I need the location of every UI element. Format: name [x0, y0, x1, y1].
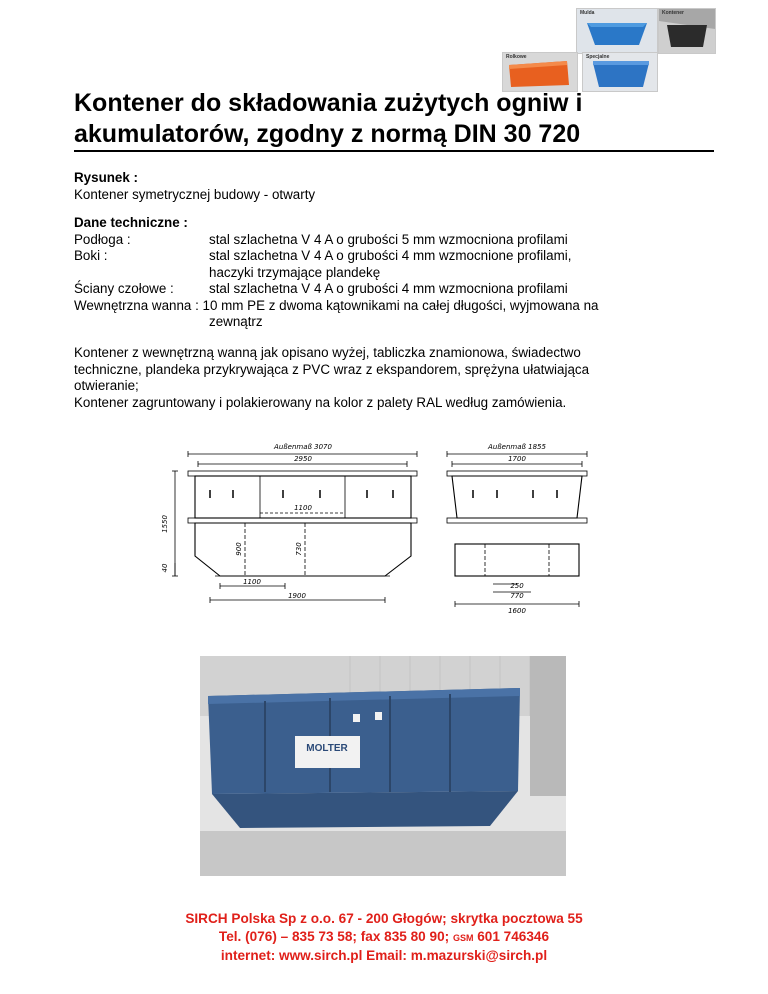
thumb-mulda [576, 8, 658, 54]
page-title [74, 88, 714, 150]
description-line: Kontener z wewnętrzną wanną jak opisano wyżej, tabliczka znamionowa, świadectwo [74, 345, 581, 360]
spec-value: stal szlachetna V 4 A o grubości 4 mm wzmocniona profilami [209, 281, 568, 296]
spec-row-sides-cont [74, 265, 714, 282]
title-line-2: akumulatorów, zgodny z normą DIN 30 720 [74, 120, 581, 148]
technical-drawing [155, 438, 595, 616]
drawing-labels [161, 443, 547, 615]
dim-front-inner: 2950 [294, 455, 312, 463]
description-line: Kontener zagruntowany i polakierowany na kolor z palety RAL według zamówienia. [74, 394, 567, 410]
spec-row-floor [74, 232, 714, 249]
thumb-caption: Mulda [580, 10, 595, 16]
description-line: otwieranie; [74, 378, 139, 393]
spec-label: Podłoga : [74, 231, 131, 247]
thumb-caption: Kontener [662, 10, 684, 16]
dim-height-lower: 900 [235, 542, 243, 556]
dim-base-1900: 1900 [288, 592, 306, 600]
spec-value: stal szlachetna V 4 A o grubości 4 mm wzmocnione profilami, [209, 248, 572, 263]
dim-base-1100: 1100 [243, 578, 261, 586]
thumb-caption: Rolkowe [506, 54, 527, 60]
drawing-section [74, 170, 714, 203]
sign-brand-text: MOLTER [306, 743, 348, 754]
title-line-1: Kontener do składowania zużytych ogniw i [74, 89, 583, 117]
drawing-heading: Rysunek : [74, 170, 138, 185]
dim-height-total: 1550 [161, 515, 169, 533]
spec-label: Ściany czołowe : [74, 281, 174, 296]
spec-row-front-walls [74, 281, 714, 298]
dim-height-inner: 730 [295, 542, 303, 556]
spec-label: Wewnętrzna wanna : [74, 297, 199, 313]
spec-row-inner-tub-cont [74, 314, 714, 331]
thumb-caption: Specjalne [586, 54, 610, 60]
spec-row-sides [74, 248, 714, 265]
thumb-kontener [658, 8, 716, 54]
dim-front-mid: 1100 [294, 504, 312, 512]
spec-value: zewnątrz [209, 314, 263, 329]
description-paragraph [74, 345, 714, 411]
dim-height-foot: 40 [161, 563, 169, 573]
spec-label: Boki : [74, 248, 108, 263]
spec-row-inner-tub [74, 298, 714, 315]
technical-heading: Dane techniczne : [74, 215, 188, 230]
spec-value: 10 mm PE z dwoma kątownikami na całej długości, wyjmowana na [198, 297, 599, 313]
footer-phone-text: Tel. (076) – 835 73 58; fax 835 80 90; [218, 928, 453, 944]
container-photo [200, 656, 566, 876]
thumb-specjalne [582, 52, 658, 92]
dim-side-770: 770 [510, 592, 524, 600]
footer-phone [0, 928, 768, 948]
spec-value: haczyki trzymające plandekę [209, 264, 381, 280]
spec-label [74, 314, 209, 331]
dim-front-outer: Außenmaß 3070 [274, 443, 332, 451]
spec-value: stal szlachetna V 4 A o grubości 5 mm wzmocniona profilami [209, 231, 568, 247]
spec-label [74, 265, 209, 282]
dim-side-1600: 1600 [508, 607, 526, 615]
footer-address: SIRCH Polska Sp z o.o. 67 - 200 Głogów; skrytka pocztowa 55 [185, 911, 583, 926]
footer-gsm-number: 601 746346 [473, 928, 550, 944]
dim-side-outer: Außenmaß 1855 [488, 443, 546, 451]
dim-side-250: 250 [510, 582, 524, 590]
title-divider [74, 150, 714, 152]
technical-data [74, 215, 714, 331]
footer-web-email: internet: www.sirch.pl Email: m.mazurski@sirch.pl [220, 948, 548, 963]
drawing-description: Kontener symetrycznej budowy - otwarty [74, 186, 316, 202]
thumb-rolkowe [502, 52, 578, 92]
company-footer [0, 910, 768, 965]
front-view [172, 451, 417, 603]
description-line: techniczne, plandeka przykrywająca z PVC wraz z ekspandorem, sprężyna ułatwiająca [74, 361, 590, 377]
footer-gsm-label: GSM [452, 932, 474, 943]
dim-side-inner: 1700 [508, 455, 526, 463]
product-thumbnails [502, 8, 714, 90]
